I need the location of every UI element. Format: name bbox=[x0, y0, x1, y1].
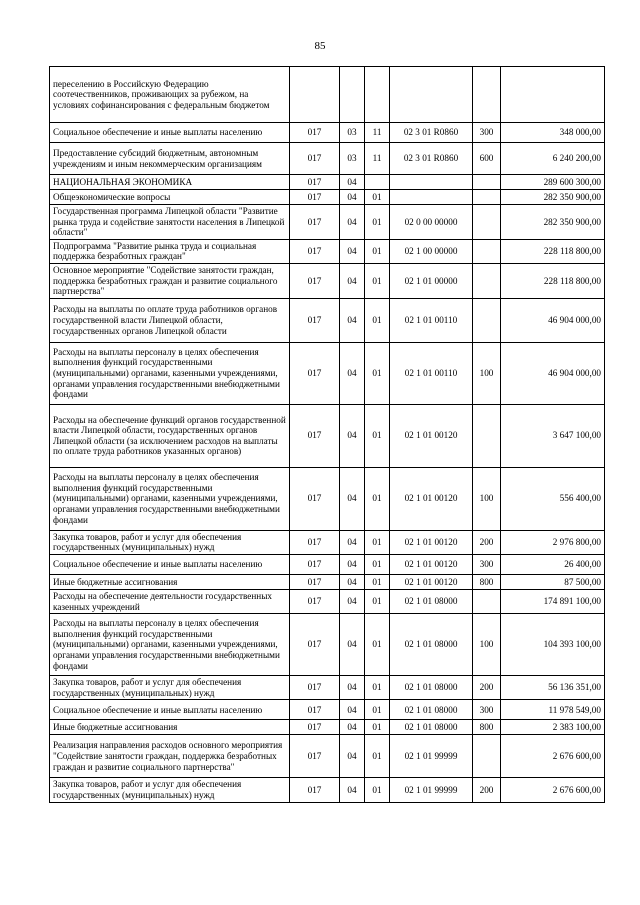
target-article: 02 1 01 08000 bbox=[390, 589, 473, 613]
table-row bbox=[50, 554, 605, 574]
subsection-code: 01 bbox=[365, 554, 390, 574]
section-code bbox=[340, 67, 365, 123]
subsection-code: 01 bbox=[365, 720, 390, 735]
ministry-code: 017 bbox=[290, 614, 340, 676]
section-code: 04 bbox=[340, 404, 365, 467]
target-article: 02 1 01 00110 bbox=[390, 342, 473, 404]
row-name: Социальное обеспечение и иные выплаты населению bbox=[50, 700, 290, 720]
amount bbox=[501, 67, 605, 123]
table-row bbox=[50, 467, 605, 530]
row-name: Расходы на выплаты персоналу в целях обеспечения выполнения функций государственными (муниципальными) органами, казенными учреждениями, органами управления государственными внебюджетными фондами bbox=[50, 467, 290, 530]
row-name: Расходы на выплаты персоналу в целях обеспечения выполнения функций государственными (муниципальными) органами, казенными учреждениями, органами управления государственными внебюджетными фондами bbox=[50, 614, 290, 676]
amount: 2 383 100,00 bbox=[501, 720, 605, 735]
table-row bbox=[50, 143, 605, 175]
amount: 104 393 100,00 bbox=[501, 614, 605, 676]
expense-type bbox=[473, 67, 501, 123]
expense-type: 100 bbox=[473, 467, 501, 530]
section-code: 04 bbox=[340, 676, 365, 700]
section-code: 04 bbox=[340, 298, 365, 342]
row-name: Расходы на выплаты персоналу в целях обеспечения выполнения функций государственными (муниципальными) органами, казенными учреждениями, органами управления государственными внебюджетными фондами bbox=[50, 342, 290, 404]
subsection-code: 01 bbox=[365, 263, 390, 298]
ministry-code: 017 bbox=[290, 239, 340, 263]
target-article bbox=[390, 175, 473, 190]
ministry-code: 017 bbox=[290, 342, 340, 404]
row-name: Расходы на выплаты по оплате труда работников органов государственной власти Липецкой области, государственных органов Липецкой области bbox=[50, 298, 290, 342]
expense-type bbox=[473, 190, 501, 205]
section-code: 03 bbox=[340, 123, 365, 143]
subsection-code: 01 bbox=[365, 589, 390, 613]
target-article: 02 1 01 00120 bbox=[390, 404, 473, 467]
target-article: 02 1 01 08000 bbox=[390, 700, 473, 720]
section-code: 04 bbox=[340, 190, 365, 205]
ministry-code: 017 bbox=[290, 700, 340, 720]
row-name: Реализация направления расходов основного мероприятия "Содействие занятости граждан, поддержка безработных граждан и развитие социального партнерства" bbox=[50, 735, 290, 778]
row-name: Закупка товаров, работ и услуг для обеспечения государственных (муниципальных) нужд bbox=[50, 530, 290, 554]
expense-type: 100 bbox=[473, 342, 501, 404]
target-article: 02 1 01 00000 bbox=[390, 263, 473, 298]
target-article: 02 0 00 00000 bbox=[390, 205, 473, 240]
ministry-code: 017 bbox=[290, 190, 340, 205]
table-row bbox=[50, 342, 605, 404]
expense-type bbox=[473, 263, 501, 298]
ministry-code: 017 bbox=[290, 143, 340, 175]
row-name: Иные бюджетные ассигнования bbox=[50, 720, 290, 735]
section-code: 04 bbox=[340, 467, 365, 530]
row-name: Иные бюджетные ассигнования bbox=[50, 574, 290, 589]
target-article: 02 1 01 00120 bbox=[390, 530, 473, 554]
row-name: Общеэкономические вопросы bbox=[50, 190, 290, 205]
ministry-code: 017 bbox=[290, 676, 340, 700]
ministry-code: 017 bbox=[290, 263, 340, 298]
target-article: 02 1 00 00000 bbox=[390, 239, 473, 263]
row-name: Закупка товаров, работ и услуг для обеспечения государственных (муниципальных) нужд bbox=[50, 778, 290, 802]
table-row bbox=[50, 720, 605, 735]
table-row bbox=[50, 614, 605, 676]
amount: 282 350 900,00 bbox=[501, 190, 605, 205]
table-row bbox=[50, 298, 605, 342]
table-row bbox=[50, 700, 605, 720]
subsection-code bbox=[365, 67, 390, 123]
table-row bbox=[50, 190, 605, 205]
subsection-code: 01 bbox=[365, 190, 390, 205]
expense-type bbox=[473, 735, 501, 778]
table-row bbox=[50, 589, 605, 613]
target-article: 02 3 01 R0860 bbox=[390, 143, 473, 175]
amount: 2 676 600,00 bbox=[501, 778, 605, 802]
row-name: Подпрограмма "Развитие рынка труда и социальная поддержка безработных граждан" bbox=[50, 239, 290, 263]
target-article: 02 1 01 00120 bbox=[390, 467, 473, 530]
row-name: Расходы на обеспечение деятельности государственных казенных учреждений bbox=[50, 589, 290, 613]
row-name: Государственная программа Липецкой области "Развитие рынка труда и содействие занятости населения в Липецкой области" bbox=[50, 205, 290, 240]
table-row bbox=[50, 574, 605, 589]
row-name: Предоставление субсидий бюджетным, автономным учреждениям и иным некоммерческим организациям bbox=[50, 143, 290, 175]
section-code: 04 bbox=[340, 700, 365, 720]
ministry-code: 017 bbox=[290, 778, 340, 802]
table-row bbox=[50, 676, 605, 700]
expense-type bbox=[473, 404, 501, 467]
amount: 87 500,00 bbox=[501, 574, 605, 589]
amount: 174 891 100,00 bbox=[501, 589, 605, 613]
table-row bbox=[50, 530, 605, 554]
subsection-code: 01 bbox=[365, 239, 390, 263]
row-name: Основное мероприятие "Содействие занятости граждан, поддержка безработных граждан и развитие социального партнерства" bbox=[50, 263, 290, 298]
section-code: 04 bbox=[340, 589, 365, 613]
target-article bbox=[390, 67, 473, 123]
expense-type: 600 bbox=[473, 143, 501, 175]
amount: 348 000,00 bbox=[501, 123, 605, 143]
target-article: 02 3 01 R0860 bbox=[390, 123, 473, 143]
section-code: 04 bbox=[340, 614, 365, 676]
expense-type: 800 bbox=[473, 574, 501, 589]
subsection-code: 01 bbox=[365, 467, 390, 530]
section-code: 04 bbox=[340, 175, 365, 190]
budget-table bbox=[49, 66, 605, 803]
table-row bbox=[50, 123, 605, 143]
amount: 46 904 000,00 bbox=[501, 342, 605, 404]
table-row bbox=[50, 263, 605, 298]
table-row bbox=[50, 404, 605, 467]
ministry-code: 017 bbox=[290, 298, 340, 342]
expense-type bbox=[473, 175, 501, 190]
subsection-code: 01 bbox=[365, 700, 390, 720]
section-code: 04 bbox=[340, 574, 365, 589]
table-row bbox=[50, 735, 605, 778]
amount: 26 400,00 bbox=[501, 554, 605, 574]
amount: 2 676 600,00 bbox=[501, 735, 605, 778]
amount: 228 118 800,00 bbox=[501, 263, 605, 298]
section-code: 04 bbox=[340, 263, 365, 298]
amount: 228 118 800,00 bbox=[501, 239, 605, 263]
table-row bbox=[50, 778, 605, 802]
section-code: 04 bbox=[340, 342, 365, 404]
table-row bbox=[50, 175, 605, 190]
subsection-code: 01 bbox=[365, 298, 390, 342]
row-name: Расходы на обеспечение функций органов государственной власти Липецкой области, государственных органов Липецкой области (за исключением расходов на выплаты по оплате труда работников указанных органов) bbox=[50, 404, 290, 467]
section-code: 04 bbox=[340, 720, 365, 735]
ministry-code: 017 bbox=[290, 404, 340, 467]
section-code: 04 bbox=[340, 530, 365, 554]
ministry-code bbox=[290, 67, 340, 123]
ministry-code: 017 bbox=[290, 589, 340, 613]
subsection-code: 01 bbox=[365, 614, 390, 676]
subsection-code: 01 bbox=[365, 530, 390, 554]
section-code: 04 bbox=[340, 778, 365, 802]
subsection-code: 11 bbox=[365, 123, 390, 143]
target-article: 02 1 01 08000 bbox=[390, 614, 473, 676]
page-number: 85 bbox=[314, 40, 326, 52]
subsection-code: 01 bbox=[365, 205, 390, 240]
target-article bbox=[390, 190, 473, 205]
row-name: НАЦИОНАЛЬНАЯ ЭКОНОМИКА bbox=[50, 175, 290, 190]
row-name: Закупка товаров, работ и услуг для обеспечения государственных (муниципальных) нужд bbox=[50, 676, 290, 700]
expense-type: 300 bbox=[473, 123, 501, 143]
target-article: 02 1 01 00110 bbox=[390, 298, 473, 342]
amount: 46 904 000,00 bbox=[501, 298, 605, 342]
amount: 6 240 200,00 bbox=[501, 143, 605, 175]
section-code: 04 bbox=[340, 735, 365, 778]
expense-type bbox=[473, 589, 501, 613]
ministry-code: 017 bbox=[290, 530, 340, 554]
row-name: Социальное обеспечение и иные выплаты населению bbox=[50, 123, 290, 143]
ministry-code: 017 bbox=[290, 720, 340, 735]
subsection-code: 01 bbox=[365, 778, 390, 802]
expense-type: 200 bbox=[473, 530, 501, 554]
expense-type bbox=[473, 205, 501, 240]
ministry-code: 017 bbox=[290, 574, 340, 589]
amount: 56 136 351,00 bbox=[501, 676, 605, 700]
subsection-code: 11 bbox=[365, 143, 390, 175]
subsection-code bbox=[365, 175, 390, 190]
target-article: 02 1 01 00120 bbox=[390, 554, 473, 574]
section-code: 04 bbox=[340, 205, 365, 240]
expense-type bbox=[473, 239, 501, 263]
amount: 2 976 800,00 bbox=[501, 530, 605, 554]
expense-type: 100 bbox=[473, 614, 501, 676]
subsection-code: 01 bbox=[365, 735, 390, 778]
ministry-code: 017 bbox=[290, 123, 340, 143]
target-article: 02 1 01 00120 bbox=[390, 574, 473, 589]
expense-type: 800 bbox=[473, 720, 501, 735]
table-row bbox=[50, 67, 605, 123]
expense-type: 300 bbox=[473, 700, 501, 720]
subsection-code: 01 bbox=[365, 574, 390, 589]
ministry-code: 017 bbox=[290, 175, 340, 190]
subsection-code: 01 bbox=[365, 404, 390, 467]
target-article: 02 1 01 99999 bbox=[390, 735, 473, 778]
row-name: Социальное обеспечение и иные выплаты населению bbox=[50, 554, 290, 574]
amount: 3 647 100,00 bbox=[501, 404, 605, 467]
expense-type: 200 bbox=[473, 676, 501, 700]
ministry-code: 017 bbox=[290, 554, 340, 574]
section-code: 04 bbox=[340, 554, 365, 574]
ministry-code: 017 bbox=[290, 205, 340, 240]
section-code: 03 bbox=[340, 143, 365, 175]
ministry-code: 017 bbox=[290, 467, 340, 530]
section-code: 04 bbox=[340, 239, 365, 263]
amount: 556 400,00 bbox=[501, 467, 605, 530]
expense-type: 300 bbox=[473, 554, 501, 574]
expense-type: 200 bbox=[473, 778, 501, 802]
table-row bbox=[50, 205, 605, 240]
target-article: 02 1 01 08000 bbox=[390, 676, 473, 700]
table-row bbox=[50, 239, 605, 263]
ministry-code: 017 bbox=[290, 735, 340, 778]
target-article: 02 1 01 99999 bbox=[390, 778, 473, 802]
subsection-code: 01 bbox=[365, 342, 390, 404]
row-name: переселению в Российскую Федерацию соотечественников, проживающих за рубежом, на условиях софинансирования с федеральным бюджетом bbox=[50, 67, 290, 123]
expense-type bbox=[473, 298, 501, 342]
subsection-code: 01 bbox=[365, 676, 390, 700]
target-article: 02 1 01 08000 bbox=[390, 720, 473, 735]
amount: 282 350 900,00 bbox=[501, 205, 605, 240]
amount: 289 600 300,00 bbox=[501, 175, 605, 190]
amount: 11 978 549,00 bbox=[501, 700, 605, 720]
